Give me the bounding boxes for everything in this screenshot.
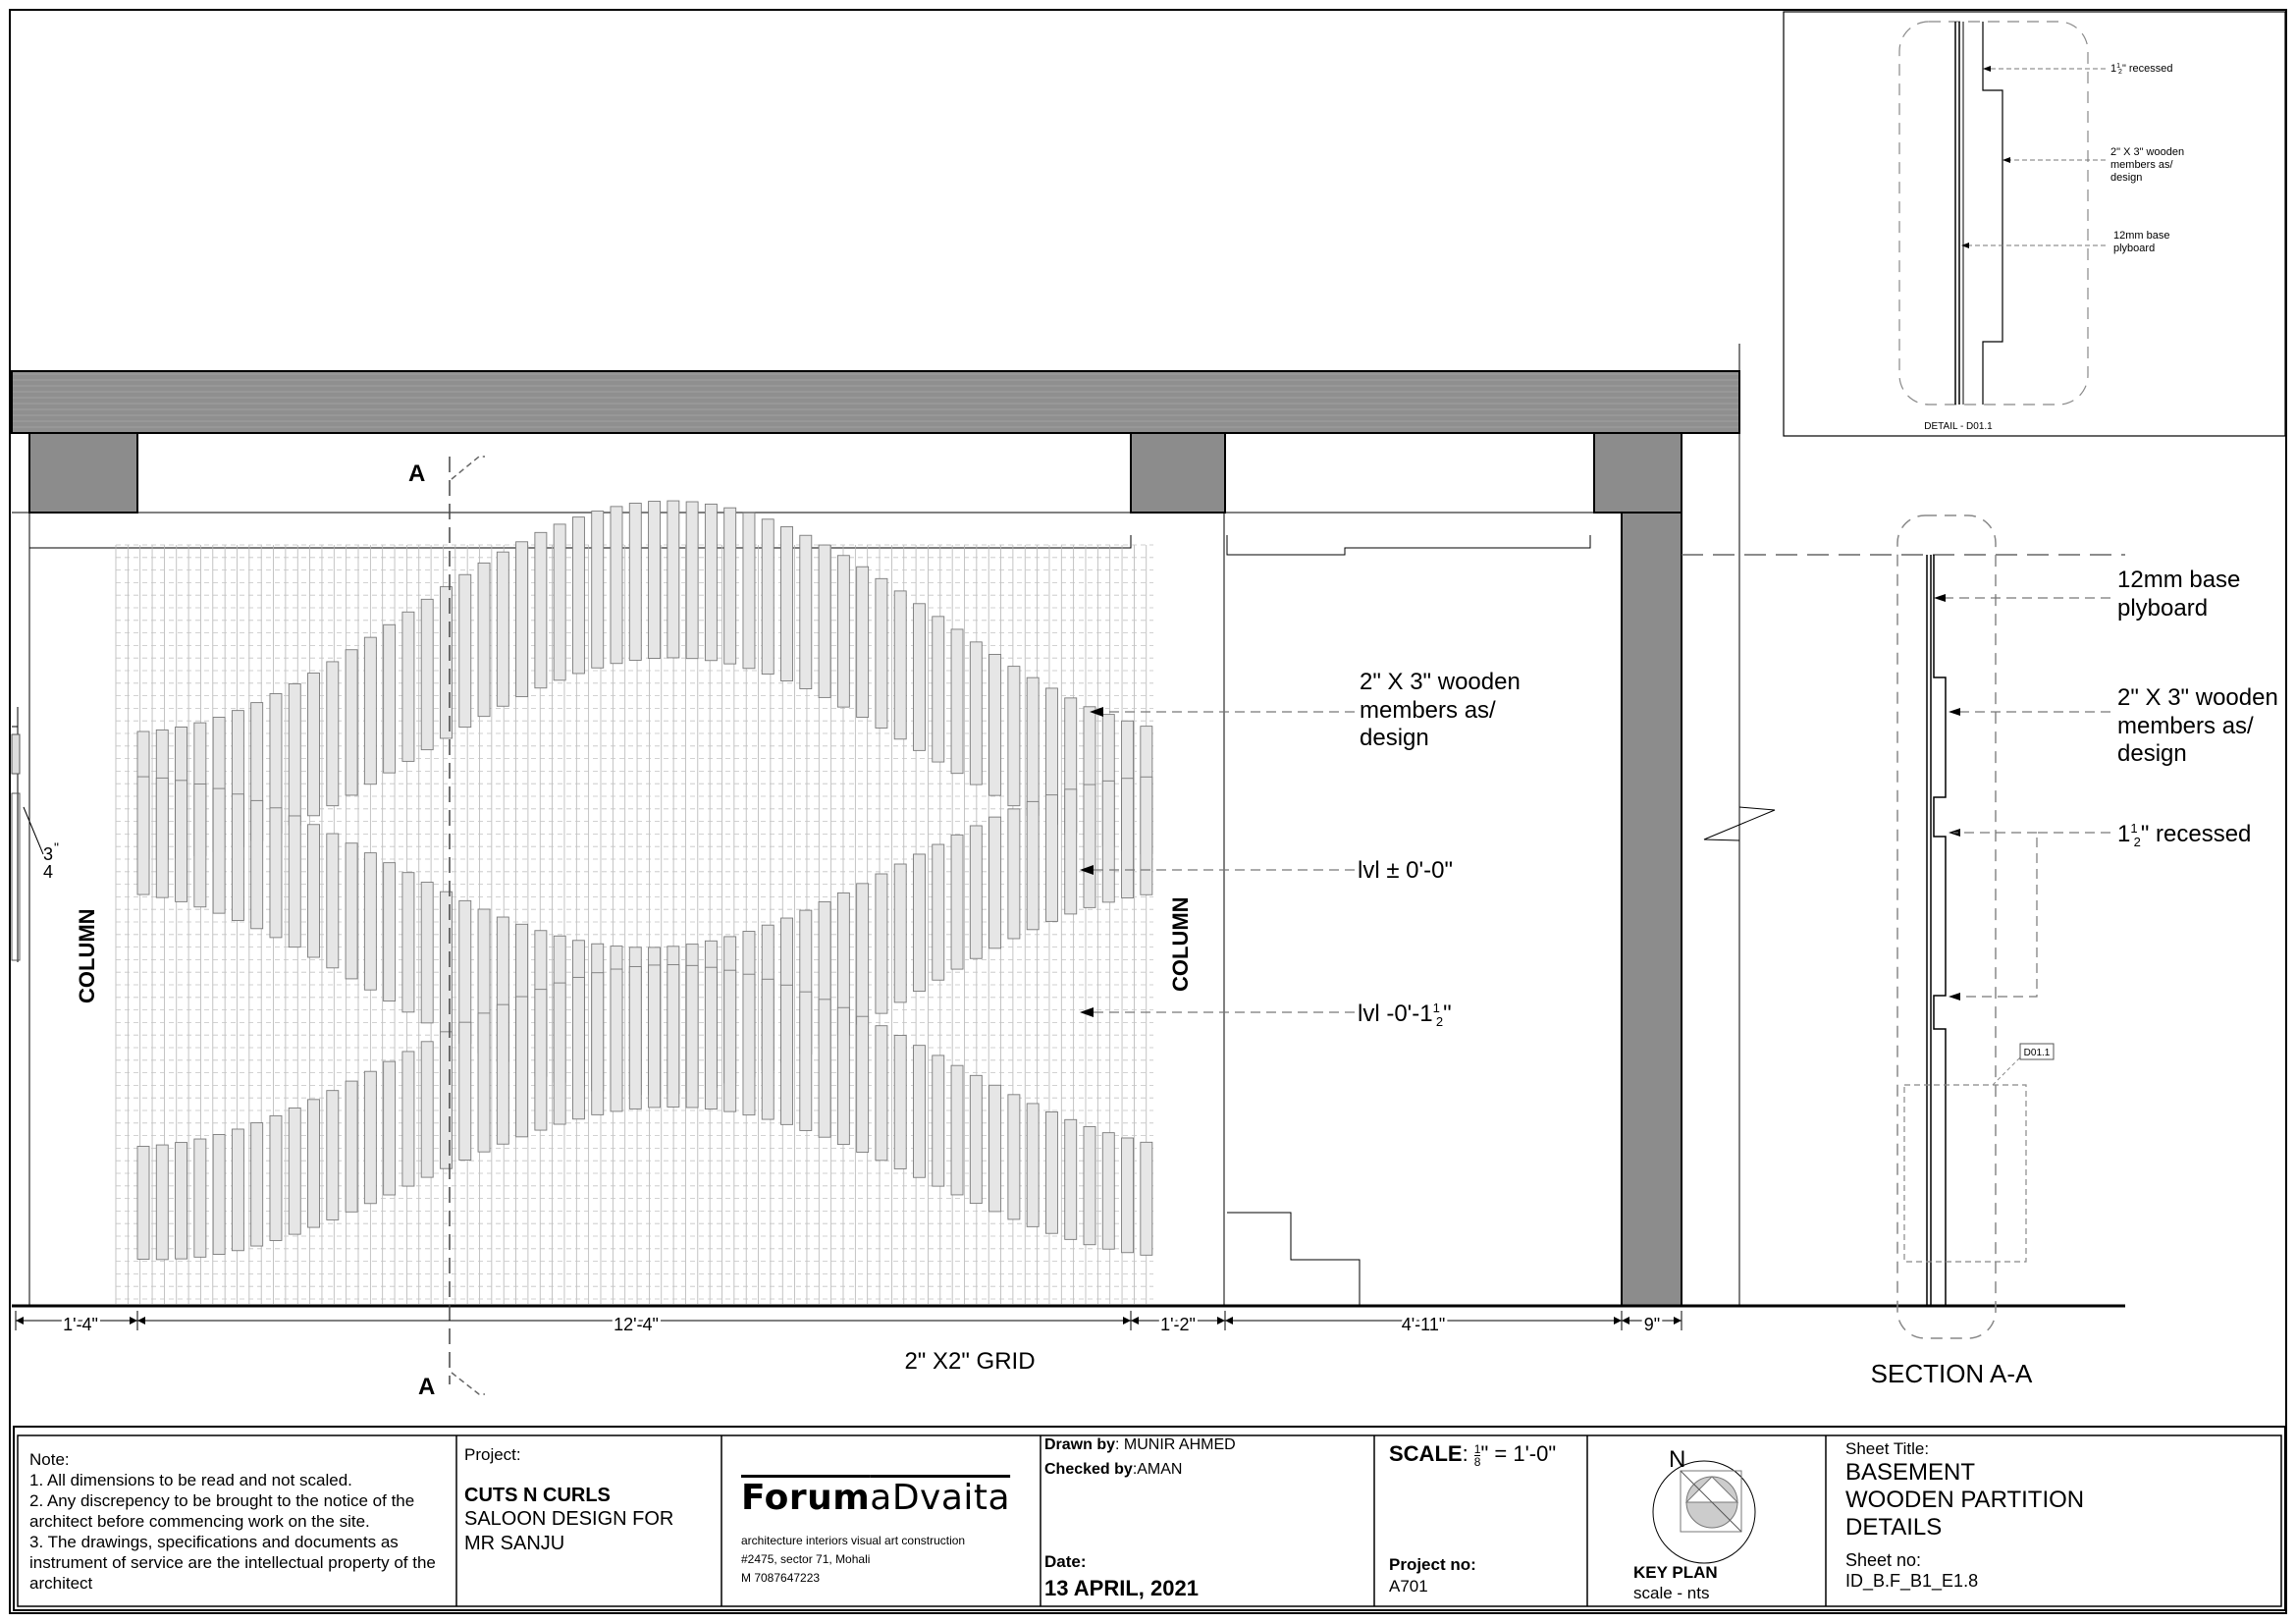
dim-3: 1'-2" [1160,1315,1196,1334]
date-label: Date: [1044,1552,1087,1571]
wooden-member [421,599,433,749]
drawn-block [1044,1436,1368,1600]
wooden-member [364,637,376,784]
wooden-member [289,816,300,947]
wooden-member [1084,1126,1095,1244]
wooden-member [554,524,565,680]
wooden-member [1008,809,1020,939]
arrow-lvl-minus [1080,1007,1094,1017]
wooden-member [572,517,584,674]
project-no-label: Project no: [1389,1555,1476,1574]
wooden-member [933,617,944,762]
wooden-members [137,501,1152,1260]
column-right [1622,513,1682,1306]
wooden-member [1008,1095,1020,1219]
firm-tagline: architecture interiors visual art construction [741,1534,966,1547]
note-line: instrument of service are the intellectual property of the [29,1553,436,1572]
wooden-member [913,1046,925,1178]
wooden-member [611,969,622,1111]
detail-tag: D01.1 [2023,1048,2051,1058]
firm-block [741,1478,1036,1585]
sheet-title-label: Sheet Title: [1845,1439,1930,1458]
detail-d01 [1784,12,2285,436]
date-value: 13 APRIL, 2021 [1044,1576,1199,1600]
wooden-member [535,990,547,1130]
drawn-by-label: Drawn by [1044,1436,1116,1453]
wooden-member [270,1115,282,1240]
wooden-member [913,604,925,751]
wooden-member [478,563,490,716]
wooden-member [1102,1133,1114,1250]
wooden-member [686,502,698,659]
wooden-member [384,863,396,1001]
wooden-member [384,624,396,773]
wooden-member [857,567,869,717]
wooden-member [478,1013,490,1152]
scale-label: SCALE [1389,1441,1463,1466]
wooden-member [516,542,528,697]
beam-right [1594,433,1682,513]
wooden-member [176,1143,187,1260]
grid-label: 2" X2" GRID [904,1348,1036,1375]
wooden-member [346,843,357,979]
wooden-member [743,513,755,668]
firm-logo: ForumaDvaita [741,1478,1011,1518]
wooden-member [346,1081,357,1212]
wooden-member [819,1000,830,1137]
wooden-member [1141,1142,1152,1255]
wooden-member [951,629,963,774]
false-ceiling-right [1227,535,1590,555]
section-label-wooden-members: 2" X 3" wooden members as/ design [2117,684,2278,767]
note-line: architect before commencing work on the site. [29,1512,370,1531]
section-marker-bottom: A [418,1374,436,1400]
wooden-member [629,504,641,661]
sheet-title-2: WOODEN PARTITION [1845,1487,2085,1513]
wooden-member [1102,781,1114,902]
wooden-member [592,973,604,1115]
firm-phone: M 7087647223 [741,1571,821,1585]
wooden-member [989,1085,1001,1212]
wooden-member [894,1036,906,1169]
wooden-member [194,1139,206,1257]
sheet-title-3: DETAILS [1845,1514,1943,1541]
wooden-member [876,874,887,1013]
scale-fraction: $\frac{1}{8}$ [1473,1441,1481,1469]
section-a-a [1897,515,2110,1338]
wooden-member [554,983,565,1124]
wooden-member [156,1145,168,1260]
wooden-member [289,683,300,825]
section-marker-top: A [408,460,426,487]
project-block [464,1445,718,1556]
wooden-member [1141,777,1152,894]
wooden-member [894,591,906,739]
dim-2: 12'-4" [614,1315,659,1334]
column-label-left: COLUMN [75,908,99,1003]
sheet-no-label: Sheet no: [1845,1550,1922,1570]
wooden-member [516,997,528,1137]
wooden-member [327,1091,339,1220]
wooden-member [876,1026,887,1161]
step-outline [1227,1213,1360,1306]
beam-left [29,433,137,513]
wooden-member [402,1052,414,1186]
wooden-member [724,970,736,1111]
wooden-member [1027,677,1039,815]
wooden-member [762,979,774,1119]
checked-by-value: :AMAN [1132,1461,1183,1478]
wooden-member [308,825,320,957]
dim-5: 9" [1643,1315,1661,1334]
section-title: SECTION A-A [1870,1359,2033,1388]
section-arrow-bottom [452,1373,485,1394]
wooden-member [837,1007,849,1144]
wooden-member [251,800,263,928]
wooden-member [364,1071,376,1204]
wooden-member [137,1147,149,1260]
wooden-member [346,650,357,795]
wooden-member [213,788,225,913]
key-plan-block [1590,1438,1821,1605]
note-line: architect [29,1574,93,1593]
checked-by-label: Checked by [1044,1461,1133,1478]
svg-text:": " [54,839,59,855]
wooden-member [800,535,812,688]
section-label-plyboard: 12mm base plyboard [2117,567,2241,622]
wooden-member [933,1055,944,1186]
wooden-member [724,508,736,664]
wooden-member [1027,1104,1039,1226]
wooden-member [251,1123,263,1246]
wooden-member [705,967,717,1109]
sheet-no-value: ID_B.F_B1_E1.8 [1845,1571,1979,1591]
wooden-member [308,1100,320,1227]
section-arrow-top [452,457,485,479]
wooden-member [667,965,679,1108]
wooden-member [781,985,793,1124]
north-label: N [1669,1446,1686,1473]
wooden-member [970,1075,982,1203]
wooden-member [421,883,433,1023]
key-plan-label: KEY PLAN [1633,1563,1718,1582]
project-no-value: A701 [1389,1577,1428,1596]
wooden-member [800,992,812,1130]
firm-address: #2475, sector 71, Mohali [741,1552,871,1566]
wooden-member [137,777,149,894]
wooden-member [989,654,1001,795]
dim-4: 4'-11" [1401,1315,1446,1334]
wooden-member [876,578,887,728]
wooden-member [913,854,925,992]
wooden-member [402,612,414,761]
wooden-member [894,864,906,1002]
wooden-member [1065,789,1077,914]
wooden-member [629,966,641,1109]
wooden-member [781,526,793,680]
callout-lvl-zero: lvl ± 0'-0" [1358,857,1453,884]
callout-lvl-minus: lvl $-0'-1^1$ 2" [1358,1001,1452,1029]
wooden-member [705,504,717,660]
wooden-member [459,574,471,727]
wooden-member [762,519,774,675]
wooden-member [970,642,982,784]
wooden-member [951,1065,963,1195]
wooden-member [1122,1138,1134,1253]
beam-middle [1131,433,1225,513]
wooden-member [213,1134,225,1254]
svg-text:4: 4 [43,862,54,882]
sheet-block [1845,1439,2277,1592]
wooden-member [270,808,282,938]
wooden-member [1008,667,1020,806]
wooden-member [402,873,414,1012]
wooden-member [572,977,584,1118]
wooden-member [327,834,339,968]
dim-1: 1'-4" [63,1315,98,1334]
wooden-member [1122,779,1134,898]
wooden-member [686,965,698,1108]
column-label-middle: COLUMN [1168,896,1193,992]
wooden-member [1065,1119,1077,1239]
scale-value: " = 1'-0" [1480,1441,1557,1466]
wooden-member [743,974,755,1114]
wooden-member [327,662,339,806]
wooden-member [1045,795,1057,922]
key-plan-scale: scale - nts [1633,1584,1710,1602]
wooden-member [232,1129,243,1251]
wooden-member [308,674,320,816]
wooden-member [232,794,243,921]
wooden-member [592,512,604,669]
drawn-by-value: : MUNIR AHMED [1115,1436,1236,1453]
svg-text:112" recessed: $1^1$ 2" recessed [2110,63,2173,76]
wooden-member [1045,1111,1057,1233]
note-line: 3. The drawings, specifications and documents as [29,1533,399,1551]
wooden-member [649,965,661,1108]
svg-text:3: 3 [43,844,54,864]
wooden-member [857,884,869,1024]
wooden-member [384,1061,396,1195]
project-desc-1: SALOON DESIGN FOR [464,1508,674,1530]
note-line: 2. Any discrepency to be brought to the notice of the [29,1491,415,1510]
wooden-member [364,853,376,991]
notes-block [29,1449,452,1594]
project-label: Project: [464,1445,521,1464]
notes-title: Note: [29,1450,70,1469]
wooden-member [459,1022,471,1160]
wooden-member [667,501,679,658]
wooden-member [421,1042,433,1177]
wooden-member [535,532,547,687]
wooden-member [857,1016,869,1152]
wooden-member [176,781,187,902]
wooden-member [933,844,944,980]
wooden-member [837,556,849,707]
detail-title: DETAIL - D01.1 [1924,421,1993,432]
wooden-member [649,502,661,659]
sheet-title-1: BASEMENT [1845,1459,1976,1486]
project-name: CUTS N CURLS [464,1485,611,1506]
project-desc-2: MR SANJU [464,1533,565,1554]
wooden-member [497,552,508,706]
scale-block: SCALE: $\frac{1}{8}$ " = 1'-0" Project no: A701 [1389,1441,1557,1596]
wooden-member [156,778,168,897]
wooden-member [1027,801,1039,929]
section-label-recessed: $1^1$ 2" recessed [2117,821,2252,849]
wooden-member [970,826,982,958]
callout-wooden-members: 2" X 3" wooden members as/ design [1360,669,1521,751]
ceiling-slab [12,371,1739,433]
wooden-member [819,545,830,697]
wooden-member [497,1004,508,1144]
wooden-member [989,817,1001,948]
wooden-member [611,507,622,664]
wooden-member [951,835,963,969]
note-line: 1. All dimensions to be read and not scaled. [29,1471,352,1489]
wooden-member [289,1108,300,1234]
svg-text:12mm base plyboard: 12mm base plyboard [2113,230,2170,254]
wooden-member [194,784,206,906]
left-edge-dimension [12,707,59,962]
wooden-member [1084,784,1095,907]
svg-text:2" X 3" wooden members a: 2" X 3" wooden members as/ design [2110,146,2185,184]
